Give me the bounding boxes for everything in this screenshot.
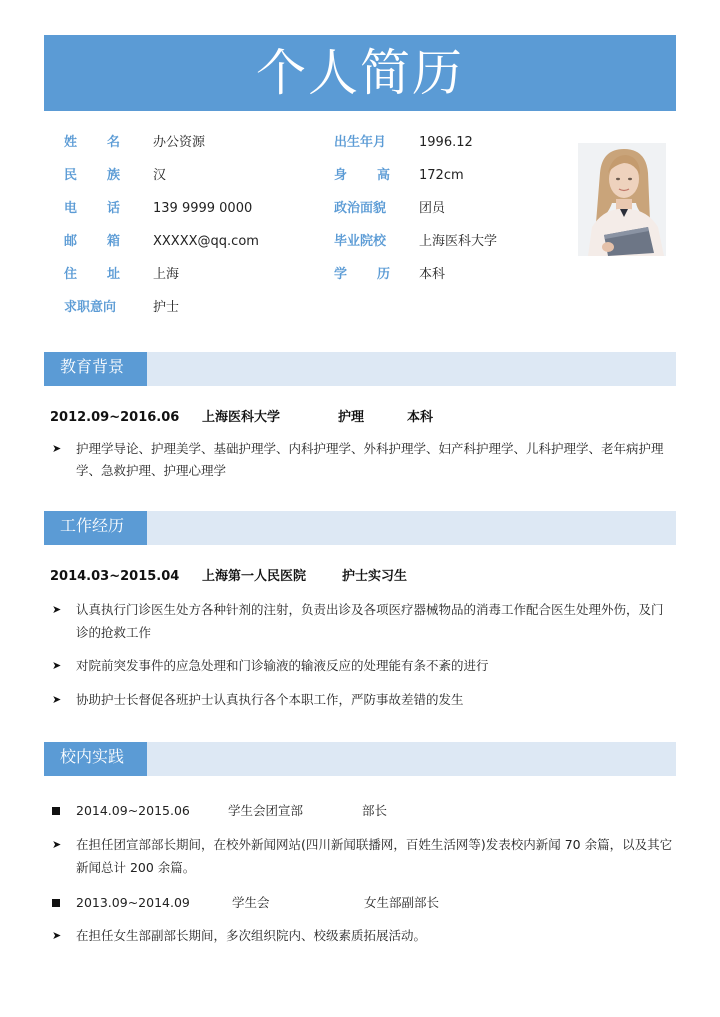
education-degree: 本科 [407, 410, 434, 425]
campus-org: 学生会 [232, 895, 270, 910]
campus-detail-text: 在担任女生部副部长期间，多次组织院内、校级素质拓展活动。 [76, 928, 427, 943]
section-title-work: 工作经历 [44, 511, 147, 545]
campus-org: 学生会团宣部 [228, 803, 304, 818]
value-ethnicity: 汉 [153, 168, 167, 183]
label-char: 族 [106, 168, 120, 183]
work-duty-2 [52, 655, 674, 677]
label-name [64, 133, 120, 153]
label-education-level [334, 265, 390, 285]
value-height: 172cm [419, 168, 464, 183]
label-char: 住 [64, 267, 78, 282]
value-name: 办公资源 [153, 135, 206, 150]
work-duty-text: 协助护士长督促各班护士认真执行各个本职工作，严防事故差错的发生 [76, 692, 464, 707]
arrow-bullet-icon: ➤ [52, 929, 62, 942]
label-objective [64, 298, 120, 318]
education-courses-text: 护理学导论、护理美学、基础护理学、内科护理学、外科护理学、妇产科护理学、儿科护理学、老年病护理学、急救护理、护理心理学 [76, 441, 664, 478]
label-char: 箱 [106, 234, 120, 249]
label-char: 名 [106, 135, 120, 150]
label-char: 民 [64, 168, 78, 183]
label-char: 邮 [64, 234, 78, 249]
section-title-education: 教育背景 [44, 352, 147, 386]
value-phone: 139 9999 0000 [153, 201, 253, 216]
work-entry [50, 567, 650, 587]
work-duty-text: 认真执行门诊医生处方各种针剂的注射，负责出诊及各项医疗器械物品的消毒工作配合医生处理外伤，及门诊的抢救工作 [76, 602, 664, 640]
value-objective: 护士 [153, 300, 180, 315]
label-char: 毕业院校 [334, 234, 387, 249]
label-char: 政治面貌 [334, 201, 387, 216]
education-school: 上海医科大学 [202, 410, 281, 425]
label-height [334, 166, 390, 186]
label-char: 高 [376, 168, 390, 183]
arrow-bullet-icon: ➤ [52, 442, 62, 455]
value-address: 上海 [153, 267, 180, 282]
section-header-work [44, 511, 676, 545]
label-char: 求职意向 [64, 300, 117, 315]
arrow-bullet-icon: ➤ [52, 603, 62, 616]
resume-title: 个人简历 [44, 35, 676, 111]
label-ethnicity [64, 166, 120, 186]
label-char: 电 [64, 201, 78, 216]
label-school [334, 232, 390, 252]
education-courses [52, 438, 674, 482]
arrow-bullet-icon: ➤ [52, 838, 62, 851]
education-entry [50, 408, 650, 428]
work-duty-3 [52, 689, 674, 711]
arrow-bullet-icon: ➤ [52, 693, 62, 706]
campus-period: 2013.09~2014.09 [76, 895, 190, 910]
value-email: XXXXX@qq.com [153, 234, 259, 249]
label-char: 历 [376, 267, 390, 282]
label-char: 学 [334, 267, 348, 282]
campus-detail-text: 在担任团宣部部长期间，在校外新闻网站(四川新闻联播网，百姓生活网等)发表校内新闻 70 余篇，以及其它新闻总计 200 余篇。 [76, 837, 673, 875]
value-political: 团员 [419, 201, 446, 216]
label-phone [64, 199, 120, 219]
square-bullet-icon [52, 899, 60, 907]
square-bullet-icon [52, 807, 60, 815]
section-title-campus: 校内实践 [44, 742, 147, 776]
work-duty-text: 对院前突发事件的应急处理和门诊输液的输液反应的处理能有条不紊的进行 [76, 658, 489, 673]
work-company: 上海第一人民医院 [202, 569, 307, 584]
label-email [64, 232, 120, 252]
value-school: 上海医科大学 [419, 234, 498, 249]
campus-role: 部长 [362, 803, 388, 818]
campus-item-1 [52, 801, 652, 821]
work-position: 护士实习生 [342, 569, 408, 584]
campus-item-2 [52, 893, 652, 913]
campus-period: 2014.09~2015.06 [76, 803, 190, 818]
label-address [64, 265, 120, 285]
work-period: 2014.03~2015.04 [50, 569, 180, 584]
education-period: 2012.09~2016.06 [50, 410, 180, 425]
education-major: 护理 [338, 410, 365, 425]
section-header-campus [44, 742, 676, 776]
label-char: 身 [334, 168, 348, 183]
campus-detail-1 [52, 833, 674, 879]
campus-role: 女生部副部长 [364, 895, 440, 910]
label-char: 话 [106, 201, 120, 216]
label-char: 出生年月 [334, 135, 387, 150]
label-political [334, 199, 390, 219]
label-char: 姓 [64, 135, 78, 150]
label-birth [334, 133, 390, 153]
value-birth: 1996.12 [419, 135, 473, 150]
work-duty-1 [52, 598, 674, 644]
person-photo-icon [578, 143, 666, 256]
arrow-bullet-icon: ➤ [52, 659, 62, 672]
campus-detail-2 [52, 925, 674, 947]
value-education-level: 本科 [419, 267, 446, 282]
label-char: 址 [106, 267, 120, 282]
profile-photo [578, 143, 666, 256]
section-header-education [44, 352, 676, 386]
